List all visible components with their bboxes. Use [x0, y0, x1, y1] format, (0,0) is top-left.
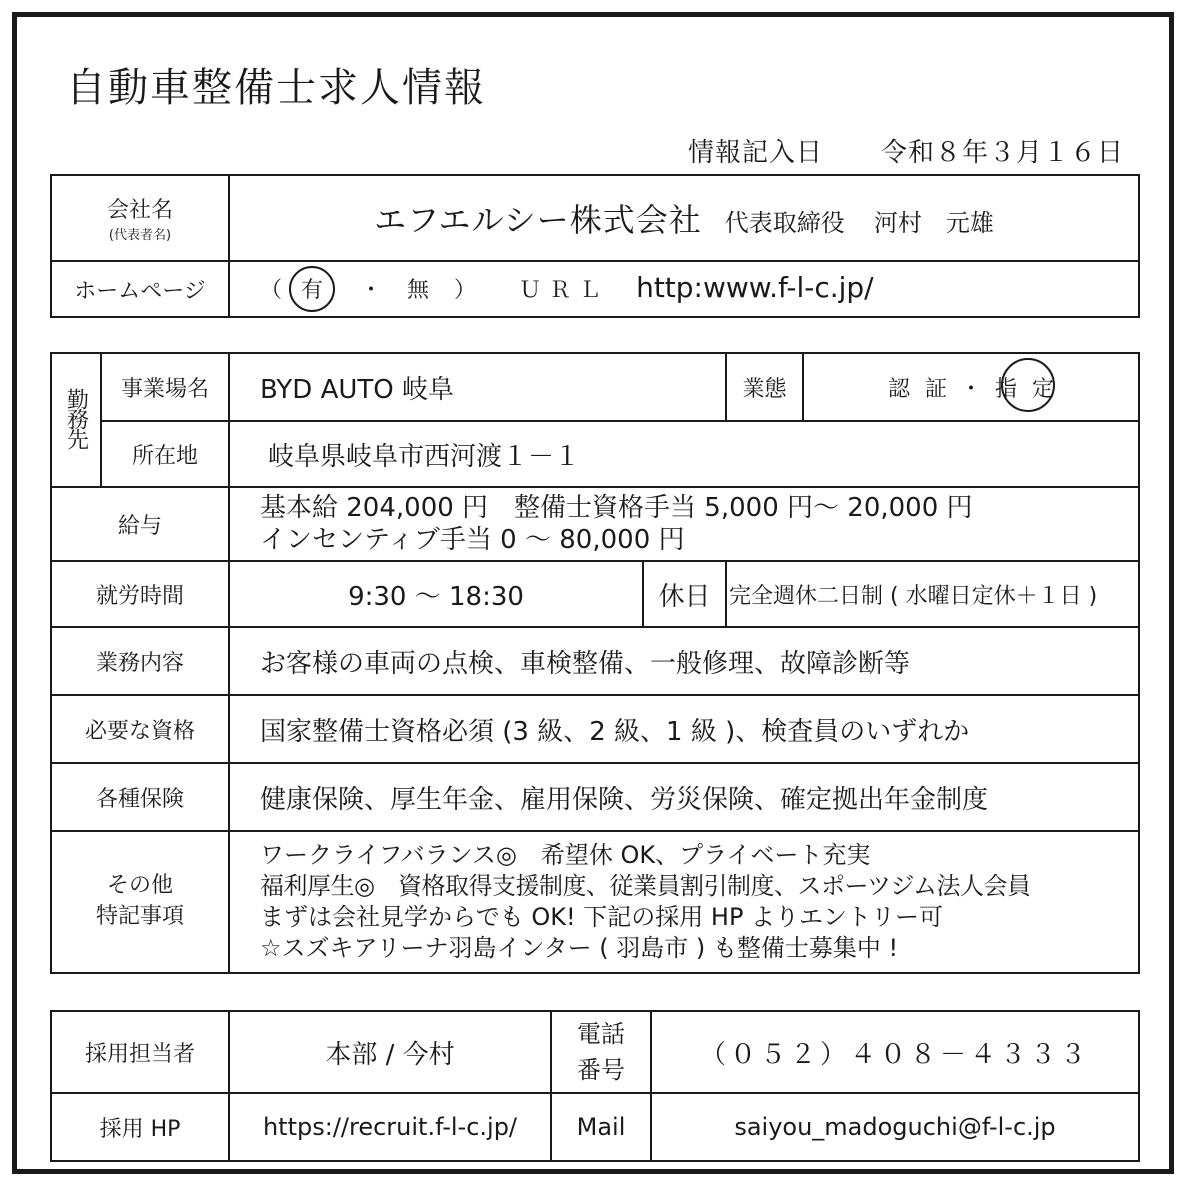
recruit-hp-url[interactable]: https://recruit.f-l-c.jp/	[229, 1093, 551, 1161]
mail-value[interactable]: saiyou_madoguchi@f-l-c.jp	[651, 1093, 1139, 1161]
notes-line-2: 福利厚生◎ 資格取得支援制度、従業員割引制度、スポーツジム法人会員	[260, 871, 1031, 900]
separator-dot: ・	[360, 278, 383, 303]
qualification-label: 必要な資格	[51, 695, 229, 763]
notes-line-4: ☆スズキアリーナ羽島インター ( 羽島市 ) も整備士募集中 !	[260, 934, 899, 963]
phone-label-1: 電話	[577, 1020, 625, 1048]
salary-line-2: インセンティブ手当 0 ～ 80,000 円	[260, 525, 685, 555]
homepage-no: 無	[407, 278, 430, 303]
hours-value: 9:30 ～ 18:30	[229, 561, 643, 627]
type-dot: ・	[960, 376, 983, 402]
notes-line-1: ワークライフバランス◎ 希望休 OK、プライベート充実	[260, 840, 871, 869]
rep-name: 河村 元雄	[873, 209, 994, 237]
insurance-label: 各種保険	[51, 763, 229, 831]
phone-label-2: 番号	[577, 1056, 625, 1084]
url-label: ＵＲＬ	[519, 278, 610, 303]
notes-value-cell	[229, 831, 1139, 973]
phone-label-cell	[551, 1011, 651, 1093]
workplace-section-cell	[51, 353, 101, 487]
holiday-label: 休日	[643, 561, 726, 627]
homepage-yes-circled: 有	[289, 266, 335, 312]
page-title: 自動車整備士求人情報	[66, 65, 486, 111]
notes-label-cell	[51, 831, 229, 973]
recruit-hp-label: 採用 HP	[51, 1093, 229, 1161]
salary-value-cell	[229, 487, 1139, 561]
company-name: エフエルシー株式会社	[374, 201, 702, 239]
duties-label: 業務内容	[51, 627, 229, 695]
duties-value: お客様の車両の点検、車検整備、一般修理、故障診断等	[229, 627, 1139, 695]
notes-line-3: まずは会社見学からでも OK! 下記の採用 HP よりエントリー可	[260, 903, 944, 931]
job-info-table	[50, 352, 1140, 974]
paren-open: （	[260, 278, 283, 303]
type-shitei-2: 定	[1032, 376, 1055, 402]
homepage-url[interactable]: http:www.f-l-c.jp/	[636, 271, 874, 304]
workplace-section-label: 勤務先	[63, 388, 89, 448]
notes-label-2: 特記事項	[95, 904, 184, 929]
phone-value: （０５２）４０８－４３３３	[651, 1011, 1139, 1093]
notes-label-1: その他	[106, 873, 173, 899]
company-label: 会社名	[106, 198, 173, 223]
paren-close: ）	[454, 278, 477, 303]
salary-line-1: 基本給 204,000 円 整備士資格手当 5,000 円～ 20,000 円	[260, 492, 973, 523]
holiday-value: 完全週休二日制 ( 水曜日定休＋１日 )	[726, 561, 1139, 627]
shitei-circle	[1001, 358, 1055, 412]
type-shitei-1: 指	[995, 376, 1018, 402]
site-label: 事業場名	[101, 353, 229, 421]
address-label: 所在地	[101, 421, 229, 487]
company-sublabel: (代表者名)	[108, 228, 172, 243]
insurance-value: 健康保険、厚生年金、雇用保険、労災保険、確定拠出年金制度	[229, 763, 1139, 831]
homepage-value-cell	[229, 261, 1139, 317]
hours-label: 就労時間	[51, 561, 229, 627]
recruiter-label: 採用担当者	[51, 1011, 229, 1093]
type-ninsho-1: 認	[887, 376, 910, 402]
company-value-cell	[229, 175, 1139, 261]
entry-date	[688, 132, 1124, 169]
address-value: 岐阜県岐阜市西河渡１－１	[229, 421, 1139, 487]
type-ninsho-2: 証	[924, 376, 947, 402]
homepage-label: ホームページ	[51, 261, 229, 317]
salary-label: 給与	[51, 487, 229, 561]
recruiter-value: 本部 / 今村	[229, 1011, 551, 1093]
rep-title: 代表取締役	[724, 209, 845, 237]
date-label: 情報記入日	[687, 138, 823, 168]
mail-label: Mail	[551, 1093, 651, 1161]
company-table	[50, 174, 1140, 318]
date-value: 令和８年３月１６日	[880, 138, 1124, 168]
business-type-value-cell	[803, 353, 1139, 421]
contact-table	[50, 1010, 1140, 1162]
qualification-value: 国家整備士資格必須 (3 級、2 級、1 級 )、検査員のいずれか	[229, 695, 1139, 763]
business-type-label: 業態	[726, 353, 803, 421]
site-name: BYD AUTO 岐阜	[229, 353, 726, 421]
type-shitei	[995, 372, 1054, 403]
company-label-cell	[51, 175, 229, 261]
